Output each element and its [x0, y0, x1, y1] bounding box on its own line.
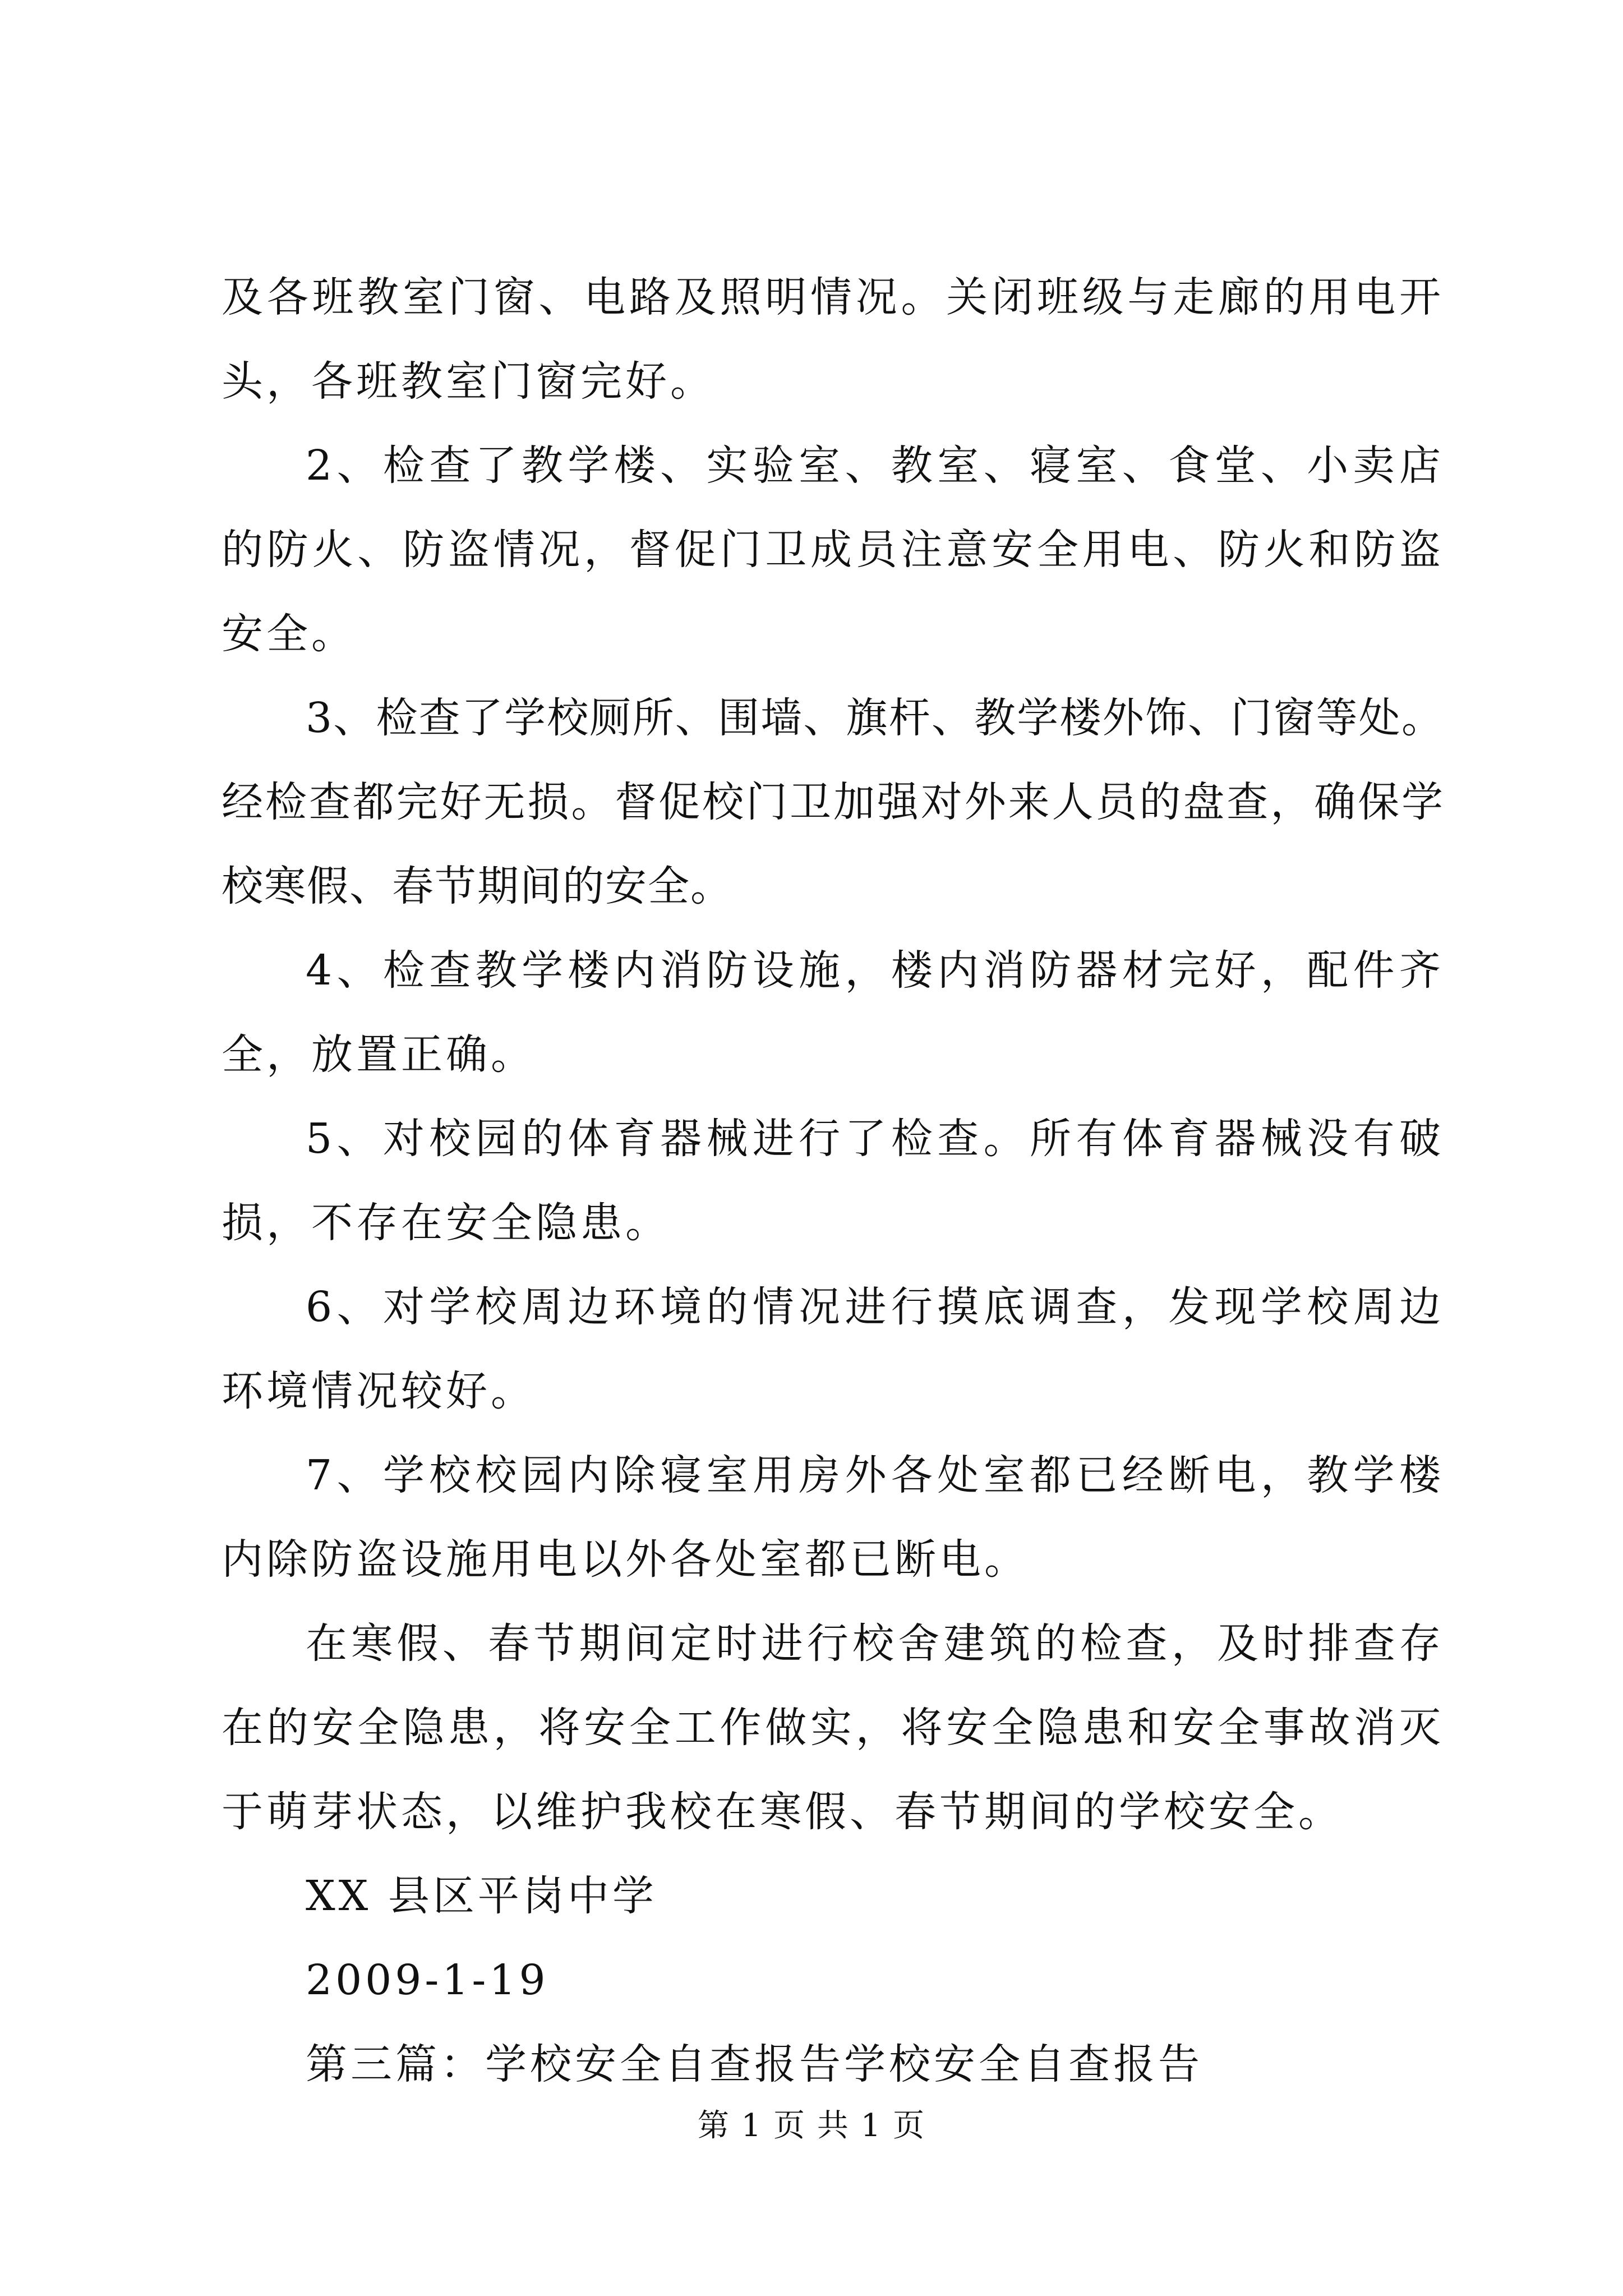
- paragraph-continuation: 及各班教室门窗、电路及照明情况。关闭班级与走廊的用电开头，各班教室门窗完好。: [222, 273, 1444, 406]
- page-footer: 第 1 页 共 1 页: [697, 2108, 926, 2144]
- paragraph-item-3: 3、检查了学校厕所、围墙、旗杆、教学楼外饰、门窗等处。经检查都完好无损。督促校门卫加强对外来人员的盘查，确保学校寒假、春节期间的安全。: [222, 694, 1444, 910]
- document-body: [222, 255, 1444, 2106]
- paragraph-item-5: 5、对校园的体育器械进行了检查。所有体育器械没有破损，不存在安全隐患。: [222, 1115, 1444, 1247]
- paragraph-item-7: 7、学校校园内除寝室用房外各处室都已经断电，教学楼内除防盗设施用电以外各处室都已断电。: [222, 1451, 1444, 1584]
- next-section-title: 第三篇：学校安全自查报告学校安全自查报告: [306, 2040, 1203, 2088]
- paragraph-conclusion: 在寒假、春节期间定时进行校舍建筑的检查，及时排查存在的安全隐患，将安全工作做实，将安全隐患和安全事故消灭于萌芽状态，以维护我校在寒假、春节期间的学校安全。: [222, 1619, 1444, 1836]
- signature-school: XX 县区平岗中学: [306, 1872, 657, 1920]
- paragraph-item-4: 4、检查教学楼内消防设施，楼内消防器材完好，配件齐全，放置正确。: [222, 946, 1444, 1079]
- paragraph-item-2: 2、检查了教学楼、实验室、教室、寝室、食堂、小卖店的防火、防盗情况，督促门卫成员注意安全用电、防火和防盗安全。: [222, 441, 1444, 658]
- paragraph-item-6: 6、对学校周边环境的情况进行摸底调查，发现学校周边环境情况较好。: [222, 1283, 1444, 1415]
- signature-date: 2009-1-19: [306, 1956, 549, 2004]
